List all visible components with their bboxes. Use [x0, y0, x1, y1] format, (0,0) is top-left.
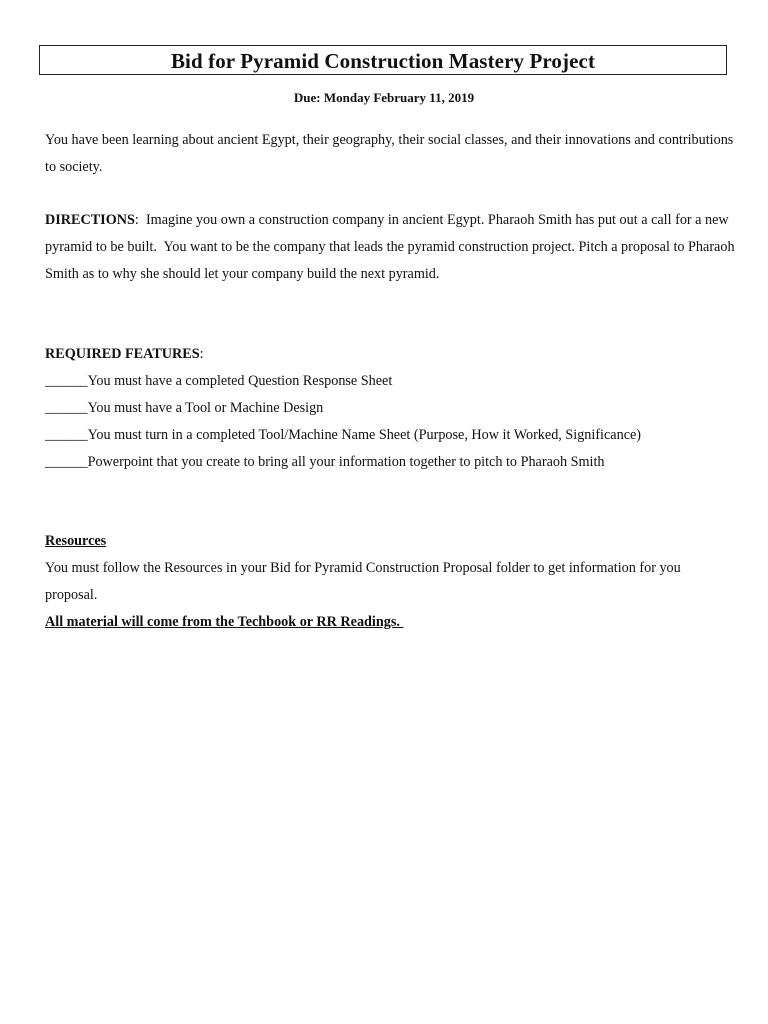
feature-item — [45, 368, 735, 395]
directions-text — [45, 207, 739, 288]
feature-blank-line: ______ — [45, 400, 88, 416]
feature-item-text: Powerpoint that you create to bring all your information together to pitch to Pharaoh Smith — [87, 454, 605, 470]
features-label: REQUIRED FEATURES — [45, 346, 200, 362]
document-title: Bid for Pyramid Construction Mastery Project — [39, 45, 727, 75]
feature-blank-line: ______ — [45, 373, 88, 389]
feature-blank-line: ______ — [45, 427, 88, 443]
required-features-section — [45, 341, 735, 476]
resources-text: You must follow the Resources in your Bid for Pyramid Construction Proposal folder to get information for you proposal. — [45, 560, 681, 603]
feature-item-text: You must have a completed Question Response Sheet — [87, 373, 393, 389]
feature-item — [45, 422, 735, 449]
feature-item — [45, 449, 735, 476]
feature-item-text: You must have a Tool or Machine Design — [87, 400, 324, 416]
directions-label: DIRECTIONS — [45, 212, 135, 228]
intro-text: You have been learning about ancient Egypt, their geography, their social classes, and their innovations and contributions to society. — [45, 132, 734, 175]
directions-body: Imagine you own a construction company in ancient Egypt. Pharaoh Smith has put out a call for a new pyramid to be built. You want to be the company that leads the pyramid construction project. Pitch a proposal to Pharaoh Smith as to why she should let your company build the next pyramid. — [45, 212, 739, 282]
feature-item — [45, 395, 735, 422]
features-heading — [45, 341, 735, 368]
resources-heading: Resources — [45, 533, 107, 549]
features-colon: : — [199, 346, 204, 362]
due-date: Due: Monday February 11, 2019 — [293, 90, 475, 105]
intro-paragraph — [45, 127, 735, 181]
directions-colon: : — [134, 212, 139, 228]
resources-note: All material will come from the Techbook or RR Readings. — [45, 614, 404, 630]
resources-section — [45, 528, 735, 636]
feature-blank-line: ______ — [45, 454, 88, 470]
directions-paragraph — [45, 207, 739, 288]
feature-item-text: You must turn in a completed Tool/Machine Name Sheet (Purpose, How it Worked, Significance) — [87, 427, 642, 443]
